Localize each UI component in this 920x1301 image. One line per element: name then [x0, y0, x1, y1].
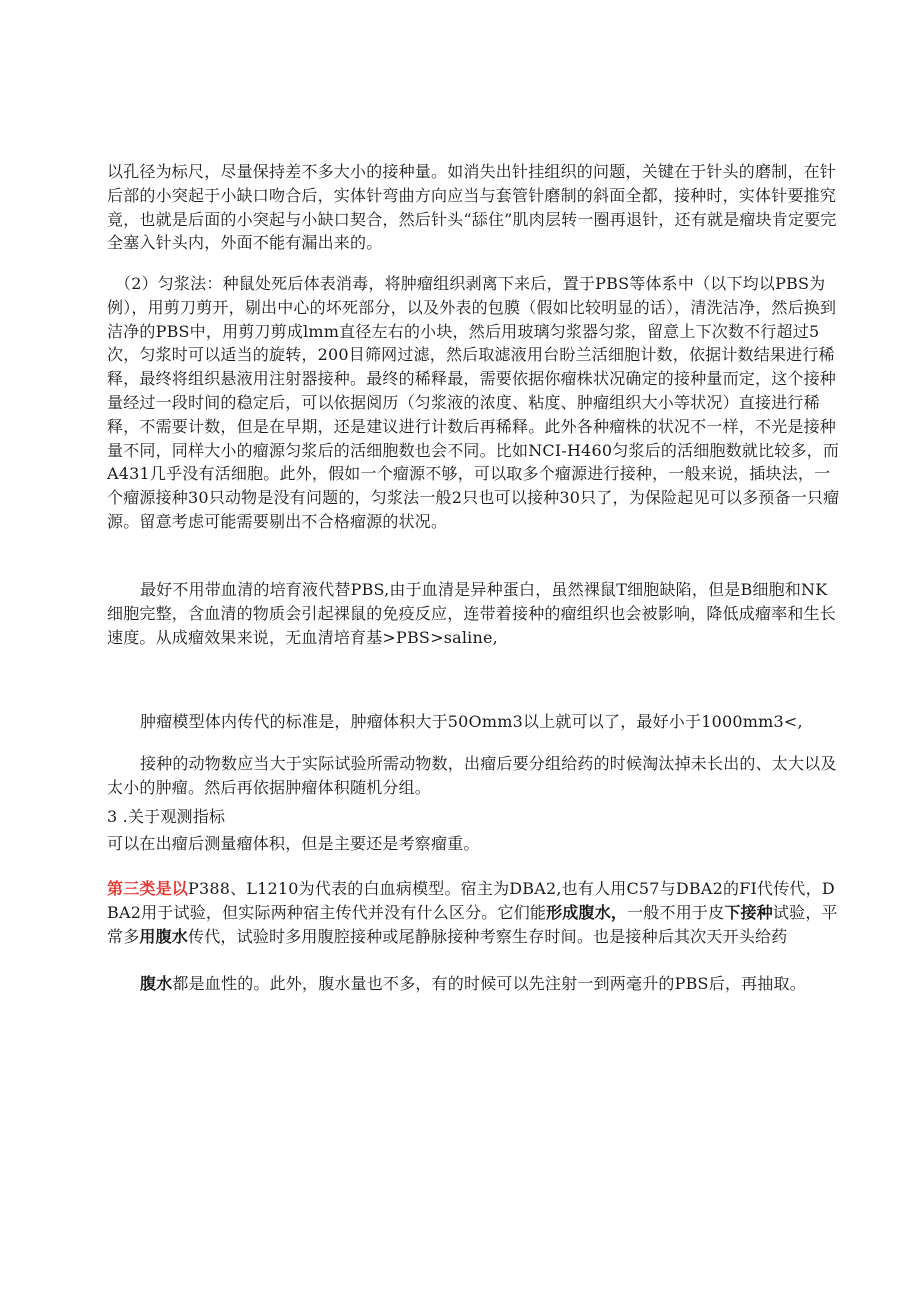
paragraph-serum-note: 最好不用带血清的培育液代替PBS,由于血清是异种蛋白，虽然裸鼠T细胞缺陷，但是B细胞和NK细胞完整，含血清的物质会引起裸鼠的免疫反应，连带着接种的瘤组织也会被影响，降低成瘤率和生长速度。从成瘤效果来说，无血清培育基>PBS>saline,: [107, 580, 837, 647]
bold-ascites: 腹水: [140, 974, 173, 993]
paragraph-leukemia-model: [107, 877, 842, 948]
leukemia-text-d: 试验，平常多: [107, 902, 838, 946]
bold-ascites-forming: 形成腹水，: [546, 902, 628, 922]
paragraph-passage-standard: 肿瘤模型体内传代的标准是，肿瘤体积大于50Omm3以上就可以了，最好小于1000mm3<,: [140, 712, 803, 731]
leukemia-text-e: 传代，试验时多用腹腔接种或尾静脉接种考察生存时间。也是接种后其次天开头给药: [188, 926, 788, 946]
paragraph-ascites-note: [107, 972, 842, 996]
bold-ascites-use: 用腹水: [139, 926, 189, 946]
paragraph-needle-technique: 以孔径为标尺，尽量保持差不多大小的接种量。如消失出针挂组织的问题，关键在于针头的磨制，在针后部的小突起于小缺口吻合后，实体针弯曲方向应当与套管针磨制的斜面全都，接种时，实体针要推究竟，也就是后面的小突起与小缺口契合，然后针头“舔住”肌肉层转一圈再退针，还有就是瘤块肯定要完全塞入针头内，外面不能有漏出来的。: [107, 162, 837, 253]
ascites-text: 都是血性的。此外，腹水量也不多，有的时候可以先注射一到两毫升的PBS后，再抽取。: [172, 974, 806, 993]
paragraph-observation-index: 可以在出瘤后测量瘤体积，但是主要还是考察瘤重。: [107, 834, 480, 853]
leukemia-text-a: P388、L1210为代表的白血病模型。宿主为DBA2,也有人用C57与DBA2的FI代传代，DBA2用于试验，但实际两种宿主传代并没有什么区分。它们能: [107, 879, 835, 922]
section-heading-observation: 3 .关于观测指标: [107, 807, 226, 826]
paragraph-animal-count: 接种的动物数应当大于实际试验所需动物数，出瘤后要分组给药的时候淘汰掉未长出的、太大以及太小的肿瘤。然后再依据肿瘤体积随机分组。: [107, 754, 837, 797]
bold-subcutaneous: 下接种: [724, 902, 773, 922]
highlight-third-class: 第三类是以: [107, 879, 189, 898]
paragraph-homogenate-method: （2）匀浆法：种鼠处死后体表消毒，将肿瘤组织剥离下来后，置于PBS等体系中（以下均以PBS为例），用剪刀剪开，剔出中心的坏死部分，以及外表的包膜（假如比较明显的话），清洗洁净，然后换到洁净的PBS中，用剪刀剪成lmm直径左右的小块，然后用玻璃匀浆器匀浆，留意上下次数不行超过5次，匀浆时可以适当的旋转，200目筛网过滤，然后取滤液用台盼兰活细胞计数，依据计数结果进行稀释，最终将组织悬液用注射器接种。最终的稀释最，需要依据你瘤株状况确定的接种量而定，这个接种量经过一段时间的稳定后，可以依据阅历（匀浆液的浓度、粘度、肿瘤组织大小等状况）直接进行稀释，不需要计数，但是在早期，还是建议进行计数后再稀释。此外各种瘤株的状况不一样，不光是接种量不同，同样大小的瘤源匀浆后的活细胞数也会不同。比如NCI-H460匀浆后的活细胞数就比较多，而A431几乎没有活细胞。此外，假如一个瘤源不够，可以取多个瘤源进行接种，一般来说，插块法，一个瘤源接种30只动物是没有问题的，匀浆法一般2只也可以接种30只了，为保险起见可以多预备一只瘤源。留意考虑可能需要剔出不合格瘤源的状况。: [107, 274, 840, 531]
leukemia-text-c: 一般不用于皮: [627, 902, 725, 922]
